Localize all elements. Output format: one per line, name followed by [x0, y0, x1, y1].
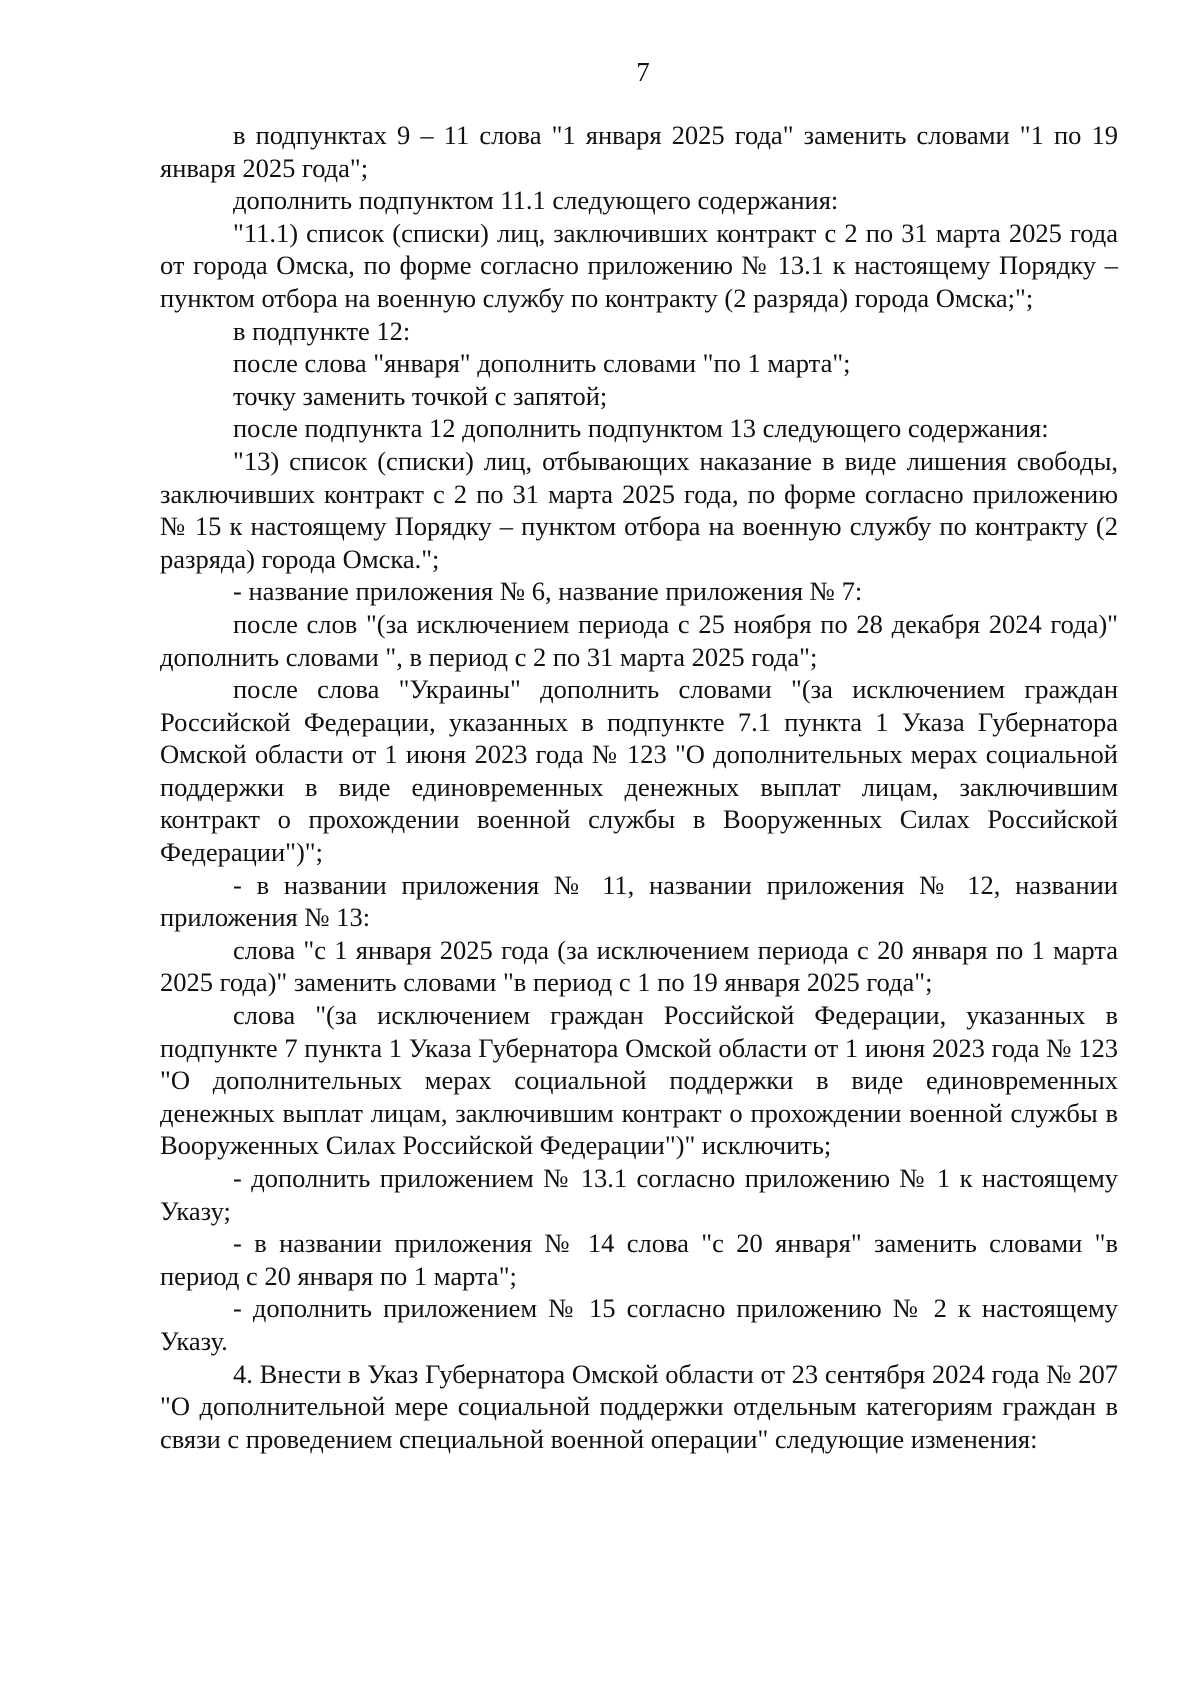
paragraph: 4. Внести в Указ Губернатора Омской области от 23 сентября 2024 года № 207 "О дополнительной мере социальной поддержки отдельным категориям граждан в связи с проведением специальной военной операции" следующие изменения:	[160, 1358, 1118, 1454]
paragraph: в подпункте 12:	[233, 315, 411, 346]
paragraph: после слов "(за исключением периода с 25 ноября по 28 декабря 2024 года)" дополнить словами ", в период с 2 по 31 марта 2025 года";	[160, 608, 1118, 672]
paragraph: - название приложения № 6, название приложения № 7:	[233, 576, 863, 607]
paragraph: - в названии приложения № 14 слова "с 20 января" заменить словами "в период с 20 января по 1 марта";	[160, 1228, 1118, 1291]
paragraph: "13) список (списки) лиц, отбывающих наказание в виде лишения свободы, заключивших контракт с 2 по 31 марта 2025 года, по форме согласно приложению № 15 к настоящему Порядку – пунктом отбора на военную службу по контракту (2 разряда) города Омска.";	[160, 445, 1118, 574]
paragraph: в подпунктах 9 – 11 слова "1 января 2025 года" заменить словами "1 по 19 января 2025 года";	[160, 120, 1118, 183]
paragraph: точку заменить точкой с запятой;	[233, 380, 608, 411]
page-number: 7	[636, 57, 650, 87]
paragraph: слова "с 1 января 2025 года (за исключением периода с 20 января по 1 марта 2025 года)" заменить словами "в период с 1 по 19 января 2025 года";	[160, 934, 1118, 998]
paragraph: дополнить подпунктом 11.1 следующего содержания:	[233, 185, 839, 216]
document-body	[160, 119, 1118, 1455]
paragraph: после слова "Украины" дополнить словами "(за исключением граждан Российской Федерации, указанных в подпункте 7.1 пункта 1 Указа Губернатора Омской области от 1 июня 2023 года № 123 "О дополнительных мерах социальной поддержки в виде единовременных денежных выплат лицам, заключившим контракт о прохождении военной службы в Вооруженных Силах Российской Федерации")";	[160, 674, 1118, 868]
paragraph: "11.1) список (списки) лиц, заключивших контракт с 2 по 31 марта 2025 года от города Омска, по форме согласно приложению № 13.1 к настоящему Порядку – пунктом отбора на военную службу по контракту (2 разряда) города Омска;";	[160, 217, 1118, 313]
paragraph: - дополнить приложением № 15 согласно приложению № 2 к настоящему Указу.	[160, 1293, 1118, 1356]
paragraph: после слова "января" дополнить словами "по 1 марта";	[233, 348, 851, 379]
paragraph: - дополнить приложением № 13.1 согласно приложению № 1 к настоящему Указу;	[160, 1163, 1118, 1226]
paragraph: слова "(за исключением граждан Российской Федерации, указанных в подпункте 7 пункта 1 Указа Губернатора Омской области от 1 июня 2023 года № 123 "О дополнительных мерах социальной поддержки в виде единовременных денежных выплат лицам, заключившим контракт о прохождении военной службы в Вооруженных Силах Российской Федерации")" исключить;	[160, 1000, 1118, 1161]
paragraph: после подпункта 12 дополнить подпунктом 13 следующего содержания:	[233, 413, 1049, 444]
paragraph: - в названии приложения № 11, названии приложения № 12, названии приложения № 13:	[160, 869, 1118, 933]
